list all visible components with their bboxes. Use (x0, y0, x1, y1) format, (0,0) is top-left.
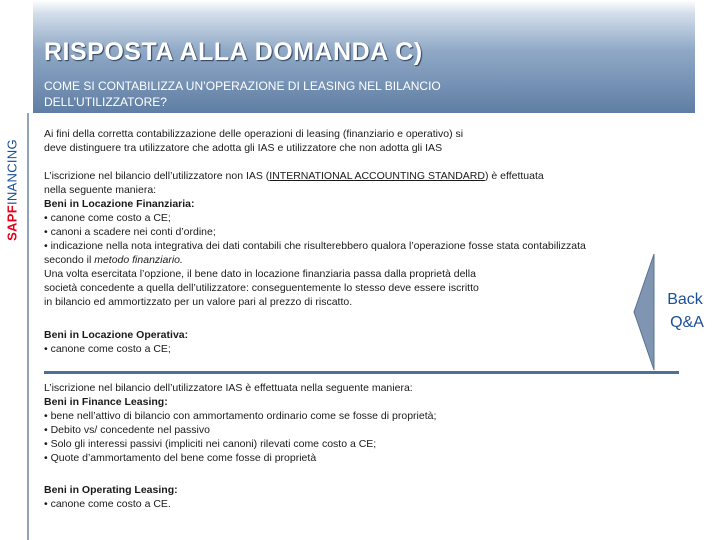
option-line: in bilancio ed ammortizzato per un valore pari al prezzo di riscatto. (44, 296, 353, 308)
vertical-divider (27, 113, 29, 540)
finance-leasing-title: Beni in Finance Leasing: (44, 396, 168, 408)
brand-logo (4, 120, 20, 260)
list-item: • canone come costo a CE; (44, 343, 171, 355)
section-separator (44, 371, 679, 374)
intro-line: deve distinguere tra utilizzatore che adotta gli IAS e utilizzatore che non adotta gli IAS (44, 142, 443, 154)
heading-text: L’iscrizione nel bilancio dell’utilizzatore non IAS ( (44, 170, 270, 182)
ias-section (44, 381, 436, 465)
metodo-line (44, 253, 586, 267)
list-item: • bene nell’attivo di bilancio con ammortamento ordinario come se fosse di proprietà; (44, 410, 437, 422)
option-line: Una volta esercitata l’opzione, il bene dato in locazione finanziaria passa dalla proprietà della (44, 268, 476, 280)
page-subtitle: COME SI CONTABILIZZA UN’OPERAZIONE DI LEASING NEL BILANCIO DELL’UTILIZZATORE? (44, 79, 441, 109)
list-item: • Solo gli interessi passivi (impliciti nei canoni) rilevati come costo a CE; (44, 438, 377, 450)
intro-line: Ai fini della corretta contabilizzazione delle operazioni di leasing (finanziario e operativo) si (44, 128, 464, 140)
operating-leasing-section (44, 483, 178, 511)
page-title: RISPOSTA ALLA DOMANDA C) (44, 38, 423, 66)
metodo-pre: secondo il (44, 254, 95, 266)
list-item: • canone come costo a CE. (44, 498, 171, 510)
list-item: • canone come costo a CE; (44, 212, 171, 224)
non-ias-heading (44, 169, 586, 183)
ias-heading: L’iscrizione nel bilancio dell’utilizzatore IAS è effettuata nella seguente maniera: (44, 382, 413, 394)
metodo-finanziario: metodo finanziario. (94, 254, 183, 266)
back-qa-button[interactable] (632, 248, 720, 376)
ias-link[interactable]: INTERNATIONAL ACCOUNTING STANDARD (269, 170, 485, 182)
op-lease-title: Beni in Locazione Operativa: (44, 329, 189, 341)
brand-part2: INANCING (4, 139, 20, 206)
heading-text: ) è effettuata (484, 170, 544, 182)
intro-paragraph (44, 127, 463, 155)
qa-label: Q&A (670, 314, 704, 331)
list-item: • indicazione nella nota integrativa dei dati contabili che risulterebbero qualora l’operazione fosse stata contabilizzata (44, 240, 586, 252)
fin-lease-title: Beni in Locazione Finanziaria: (44, 198, 195, 210)
arrow-left-icon (632, 248, 720, 376)
option-line: società concedente a quella dell’utilizzatore: conseguentemente lo stesso deve essere iscritto (44, 282, 479, 294)
non-ias-heading-line2: nella seguente maniera: (44, 184, 157, 196)
list-item: • Debito vs/ concedente nel passivo (44, 424, 210, 436)
list-item: • Quote d’ammortamento del bene come fosse di proprietà (44, 452, 317, 464)
list-item: • canoni a scadere nei conti d’ordine; (44, 226, 216, 238)
non-ias-section (44, 169, 586, 309)
operating-leasing-title: Beni in Operating Leasing: (44, 484, 178, 496)
back-label: Back (667, 291, 703, 308)
op-lease-section (44, 328, 188, 356)
brand-part1: SAPF (4, 205, 20, 241)
